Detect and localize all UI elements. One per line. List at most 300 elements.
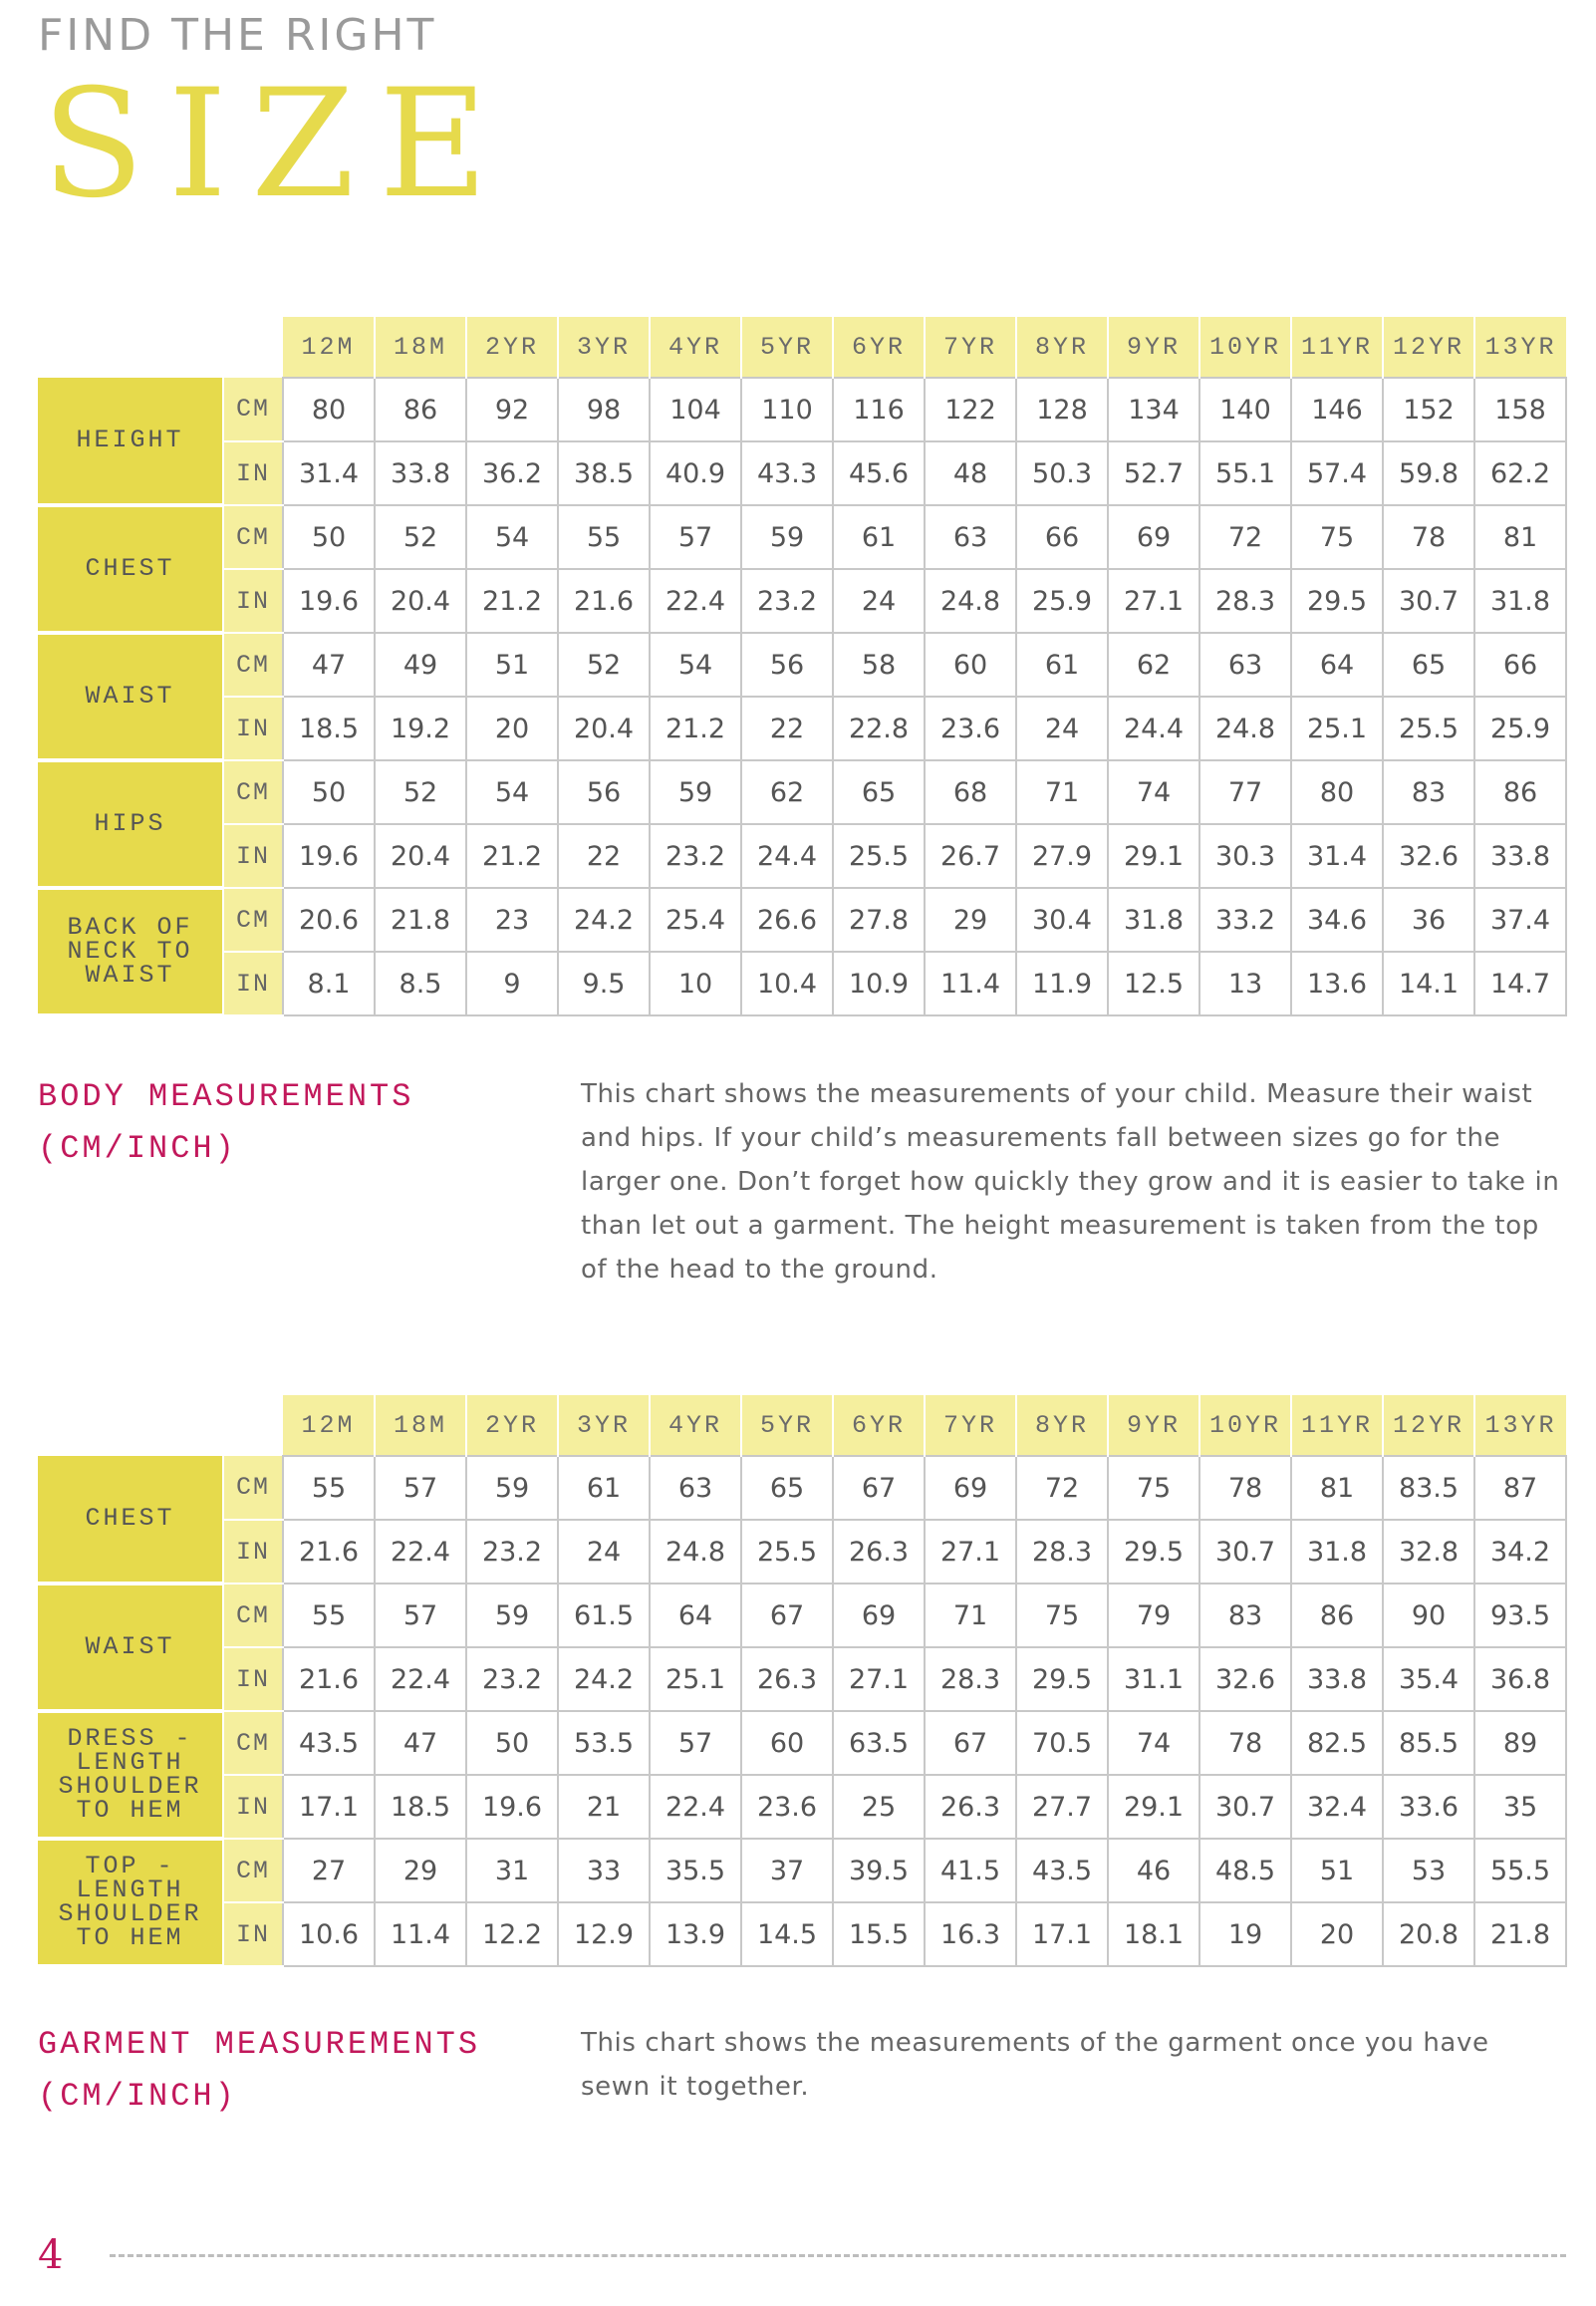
unit-label: CM bbox=[223, 378, 283, 441]
page-number: 4 bbox=[38, 2232, 64, 2278]
measurement-value: 56 bbox=[558, 760, 650, 824]
measurement-value: 21.8 bbox=[375, 888, 466, 952]
measurement-category: HIPS bbox=[38, 760, 223, 888]
size-header-cell: 6YR bbox=[833, 1395, 925, 1456]
size-header-cell: 3YR bbox=[558, 1395, 650, 1456]
measurement-value: 19.6 bbox=[283, 569, 375, 633]
measurement-value: 77 bbox=[1199, 760, 1291, 824]
measurement-value: 27.9 bbox=[1016, 824, 1108, 888]
measurement-row-cm bbox=[38, 378, 1566, 441]
measurement-value: 57 bbox=[375, 1456, 466, 1520]
measurement-value: 30.7 bbox=[1383, 569, 1474, 633]
size-header-cell: 10YR bbox=[1199, 317, 1291, 378]
measurement-value: 54 bbox=[466, 505, 558, 569]
measurement-value: 74 bbox=[1108, 1711, 1199, 1775]
measurement-value: 33.2 bbox=[1199, 888, 1291, 952]
measurement-value: 10.9 bbox=[833, 952, 925, 1015]
measurement-value: 14.7 bbox=[1474, 952, 1566, 1015]
measurement-value: 29 bbox=[925, 888, 1016, 952]
table-corner bbox=[38, 1395, 283, 1456]
size-header-row bbox=[38, 1395, 1566, 1456]
measurement-value: 12.2 bbox=[466, 1902, 558, 1966]
measurement-value: 92 bbox=[466, 378, 558, 441]
measurement-row-in bbox=[38, 1902, 1566, 1966]
page-kicker: FIND THE RIGHT bbox=[38, 10, 437, 61]
measurement-value: 38.5 bbox=[558, 441, 650, 505]
measurement-value: 51 bbox=[1291, 1839, 1383, 1902]
unit-label: CM bbox=[223, 1839, 283, 1902]
garment-measurements-table bbox=[38, 1395, 1567, 1968]
table-corner bbox=[38, 317, 283, 378]
measurement-value: 16.3 bbox=[925, 1902, 1016, 1966]
measurement-value: 24.8 bbox=[1199, 697, 1291, 760]
measurement-value: 50 bbox=[283, 505, 375, 569]
measurement-value: 36.2 bbox=[466, 441, 558, 505]
measurement-value: 9.5 bbox=[558, 952, 650, 1015]
measurement-value: 63 bbox=[1199, 633, 1291, 697]
garment-measurements-description: This chart shows the measurements of the garment once you have sewn it together. bbox=[581, 2028, 1489, 2102]
unit-label: CM bbox=[223, 505, 283, 569]
measurement-value: 83 bbox=[1199, 1584, 1291, 1647]
title-line: GARMENT MEASUREMENTS bbox=[38, 2026, 481, 2063]
measurement-value: 26.7 bbox=[925, 824, 1016, 888]
size-header-cell: 4YR bbox=[650, 1395, 741, 1456]
measurement-value: 69 bbox=[925, 1456, 1016, 1520]
measurement-value: 11.4 bbox=[925, 952, 1016, 1015]
measurement-value: 30.3 bbox=[1199, 824, 1291, 888]
unit-label: CM bbox=[223, 1584, 283, 1647]
measurement-value: 80 bbox=[1291, 760, 1383, 824]
measurement-value: 71 bbox=[925, 1584, 1016, 1647]
measurement-value: 11.4 bbox=[375, 1902, 466, 1966]
measurement-value: 23.2 bbox=[466, 1520, 558, 1584]
measurement-value: 122 bbox=[925, 378, 1016, 441]
measurement-value: 25.5 bbox=[833, 824, 925, 888]
measurement-value: 66 bbox=[1474, 633, 1566, 697]
measurement-value: 20 bbox=[466, 697, 558, 760]
measurement-value: 23.2 bbox=[466, 1647, 558, 1711]
measurement-value: 62 bbox=[741, 760, 833, 824]
measurement-value: 67 bbox=[925, 1711, 1016, 1775]
measurement-value: 50.3 bbox=[1016, 441, 1108, 505]
measurement-value: 19.6 bbox=[283, 824, 375, 888]
size-header-row bbox=[38, 317, 1566, 378]
measurement-value: 25.9 bbox=[1016, 569, 1108, 633]
measurement-value: 29.1 bbox=[1108, 824, 1199, 888]
size-header-cell: 6YR bbox=[833, 317, 925, 378]
measurement-value: 19 bbox=[1199, 1902, 1291, 1966]
unit-label: CM bbox=[223, 633, 283, 697]
measurement-value: 14.1 bbox=[1383, 952, 1474, 1015]
measurement-value: 26.6 bbox=[741, 888, 833, 952]
size-header-cell: 2YR bbox=[466, 317, 558, 378]
body-measurements-table bbox=[38, 317, 1567, 1017]
measurement-value: 18.5 bbox=[375, 1775, 466, 1839]
measurement-value: 59 bbox=[466, 1584, 558, 1647]
measurement-value: 86 bbox=[1474, 760, 1566, 824]
measurement-value: 61.5 bbox=[558, 1584, 650, 1647]
measurement-value: 79 bbox=[1108, 1584, 1199, 1647]
measurement-value: 30.7 bbox=[1199, 1520, 1291, 1584]
measurement-value: 86 bbox=[375, 378, 466, 441]
measurement-value: 14.5 bbox=[741, 1902, 833, 1966]
measurement-value: 13.9 bbox=[650, 1902, 741, 1966]
measurement-value: 11.9 bbox=[1016, 952, 1108, 1015]
measurement-value: 25.5 bbox=[1383, 697, 1474, 760]
unit-label: CM bbox=[223, 888, 283, 952]
measurement-value: 64 bbox=[1291, 633, 1383, 697]
unit-label: CM bbox=[223, 1711, 283, 1775]
measurement-value: 47 bbox=[375, 1711, 466, 1775]
measurement-value: 47 bbox=[283, 633, 375, 697]
title-line: BODY MEASUREMENTS bbox=[38, 1078, 414, 1115]
size-header-cell: 3YR bbox=[558, 317, 650, 378]
unit-label: IN bbox=[223, 697, 283, 760]
measurement-value: 27.8 bbox=[833, 888, 925, 952]
measurement-value: 83 bbox=[1383, 760, 1474, 824]
measurement-value: 17.1 bbox=[283, 1775, 375, 1839]
measurement-value: 9 bbox=[466, 952, 558, 1015]
measurement-value: 67 bbox=[833, 1456, 925, 1520]
measurement-value: 152 bbox=[1383, 378, 1474, 441]
measurement-value: 146 bbox=[1291, 378, 1383, 441]
measurement-value: 23.2 bbox=[650, 824, 741, 888]
measurement-row-cm bbox=[38, 888, 1566, 952]
measurement-value: 78 bbox=[1199, 1456, 1291, 1520]
measurement-value: 25.9 bbox=[1474, 697, 1566, 760]
measurement-row-cm bbox=[38, 1584, 1566, 1647]
measurement-value: 22.4 bbox=[650, 1775, 741, 1839]
measurement-value: 57.4 bbox=[1291, 441, 1383, 505]
measurement-value: 39.5 bbox=[833, 1839, 925, 1902]
measurement-value: 23.2 bbox=[741, 569, 833, 633]
measurement-value: 72 bbox=[1199, 505, 1291, 569]
measurement-value: 65 bbox=[833, 760, 925, 824]
measurement-value: 19.6 bbox=[466, 1775, 558, 1839]
measurement-value: 68 bbox=[925, 760, 1016, 824]
measurement-value: 53.5 bbox=[558, 1711, 650, 1775]
measurement-value: 28.3 bbox=[1199, 569, 1291, 633]
measurement-value: 140 bbox=[1199, 378, 1291, 441]
measurement-category: HEIGHT bbox=[38, 378, 223, 505]
measurement-value: 24 bbox=[558, 1520, 650, 1584]
measurement-row-in bbox=[38, 952, 1566, 1015]
measurement-value: 65 bbox=[1383, 633, 1474, 697]
measurement-value: 93.5 bbox=[1474, 1584, 1566, 1647]
measurement-value: 61 bbox=[558, 1456, 650, 1520]
measurement-value: 80 bbox=[283, 378, 375, 441]
measurement-row-cm bbox=[38, 1456, 1566, 1520]
measurement-value: 34.2 bbox=[1474, 1520, 1566, 1584]
measurement-value: 41.5 bbox=[925, 1839, 1016, 1902]
measurement-value: 59 bbox=[741, 505, 833, 569]
unit-label: IN bbox=[223, 441, 283, 505]
measurement-value: 116 bbox=[833, 378, 925, 441]
measurement-value: 66 bbox=[1016, 505, 1108, 569]
unit-label: IN bbox=[223, 1647, 283, 1711]
measurement-value: 69 bbox=[1108, 505, 1199, 569]
measurement-value: 63.5 bbox=[833, 1711, 925, 1775]
unit-label: IN bbox=[223, 1775, 283, 1839]
measurement-value: 55 bbox=[283, 1584, 375, 1647]
measurement-value: 53 bbox=[1383, 1839, 1474, 1902]
size-header-cell: 11YR bbox=[1291, 317, 1383, 378]
measurement-value: 58 bbox=[833, 633, 925, 697]
measurement-value: 60 bbox=[741, 1711, 833, 1775]
measurement-row-in bbox=[38, 1647, 1566, 1711]
measurement-value: 55 bbox=[283, 1456, 375, 1520]
measurement-value: 13 bbox=[1199, 952, 1291, 1015]
measurement-value: 59 bbox=[466, 1456, 558, 1520]
measurement-value: 32.6 bbox=[1383, 824, 1474, 888]
measurement-category: DRESS - LENGTH SHOULDER TO HEM bbox=[38, 1711, 223, 1839]
measurement-value: 61 bbox=[1016, 633, 1108, 697]
measurement-value: 24.2 bbox=[558, 888, 650, 952]
measurement-value: 134 bbox=[1108, 378, 1199, 441]
measurement-value: 57 bbox=[650, 505, 741, 569]
measurement-row-in bbox=[38, 697, 1566, 760]
measurement-value: 10 bbox=[650, 952, 741, 1015]
measurement-value: 20.6 bbox=[283, 888, 375, 952]
measurement-value: 62 bbox=[1108, 633, 1199, 697]
measurement-value: 56 bbox=[741, 633, 833, 697]
measurement-value: 43.3 bbox=[741, 441, 833, 505]
size-header-cell: 18M bbox=[375, 1395, 466, 1456]
measurement-value: 29 bbox=[375, 1839, 466, 1902]
size-header-cell: 12YR bbox=[1383, 1395, 1474, 1456]
size-header-cell: 5YR bbox=[741, 317, 833, 378]
measurement-value: 43.5 bbox=[283, 1711, 375, 1775]
measurement-value: 37.4 bbox=[1474, 888, 1566, 952]
measurement-value: 28.3 bbox=[925, 1647, 1016, 1711]
measurement-category: TOP - LENGTH SHOULDER TO HEM bbox=[38, 1839, 223, 1966]
measurement-value: 30.7 bbox=[1199, 1775, 1291, 1839]
measurement-value: 74 bbox=[1108, 760, 1199, 824]
size-header-cell: 9YR bbox=[1108, 317, 1199, 378]
measurement-value: 158 bbox=[1474, 378, 1566, 441]
measurement-value: 52.7 bbox=[1108, 441, 1199, 505]
measurement-value: 27.7 bbox=[1016, 1775, 1108, 1839]
measurement-value: 24.4 bbox=[1108, 697, 1199, 760]
measurement-value: 21 bbox=[558, 1775, 650, 1839]
measurement-value: 23.6 bbox=[925, 697, 1016, 760]
measurement-value: 55.5 bbox=[1474, 1839, 1566, 1902]
page-title: SIZE bbox=[42, 58, 512, 231]
measurement-value: 70.5 bbox=[1016, 1711, 1108, 1775]
measurement-value: 45.6 bbox=[833, 441, 925, 505]
measurement-value: 33.8 bbox=[1291, 1647, 1383, 1711]
measurement-value: 54 bbox=[466, 760, 558, 824]
measurement-row-cm bbox=[38, 1711, 1566, 1775]
measurement-value: 31 bbox=[466, 1839, 558, 1902]
measurement-value: 34.6 bbox=[1291, 888, 1383, 952]
measurement-value: 29.5 bbox=[1016, 1647, 1108, 1711]
unit-label: IN bbox=[223, 824, 283, 888]
measurement-value: 78 bbox=[1383, 505, 1474, 569]
measurement-value: 29.5 bbox=[1108, 1520, 1199, 1584]
size-header-cell: 13YR bbox=[1474, 317, 1566, 378]
measurement-value: 75 bbox=[1291, 505, 1383, 569]
measurement-value: 87 bbox=[1474, 1456, 1566, 1520]
measurement-value: 29.5 bbox=[1291, 569, 1383, 633]
measurement-value: 10.4 bbox=[741, 952, 833, 1015]
measurement-value: 22 bbox=[558, 824, 650, 888]
title-line: (CM/INCH) bbox=[38, 2078, 237, 2115]
measurement-value: 89 bbox=[1474, 1711, 1566, 1775]
measurement-value: 19.2 bbox=[375, 697, 466, 760]
measurement-row-in bbox=[38, 569, 1566, 633]
measurement-value: 25.5 bbox=[741, 1520, 833, 1584]
measurement-value: 32.6 bbox=[1199, 1647, 1291, 1711]
garment-measurements-title bbox=[38, 2019, 480, 2123]
measurement-value: 90 bbox=[1383, 1584, 1474, 1647]
measurement-value: 71 bbox=[1016, 760, 1108, 824]
measurement-value: 27.1 bbox=[1108, 569, 1199, 633]
measurement-value: 12.5 bbox=[1108, 952, 1199, 1015]
measurement-value: 48 bbox=[925, 441, 1016, 505]
measurement-value: 72 bbox=[1016, 1456, 1108, 1520]
measurement-value: 22.4 bbox=[650, 569, 741, 633]
size-header-cell: 11YR bbox=[1291, 1395, 1383, 1456]
measurement-row-cm bbox=[38, 505, 1566, 569]
footer-divider bbox=[110, 2254, 1566, 2257]
measurement-value: 24.8 bbox=[650, 1520, 741, 1584]
size-header-cell: 13YR bbox=[1474, 1395, 1566, 1456]
measurement-category: BACK OF NECK TO WAIST bbox=[38, 888, 223, 1015]
measurement-value: 40.9 bbox=[650, 441, 741, 505]
measurement-value: 63 bbox=[925, 505, 1016, 569]
measurement-value: 20.8 bbox=[1383, 1902, 1474, 1966]
title-line: (CM/INCH) bbox=[38, 1130, 237, 1167]
measurement-category: CHEST bbox=[38, 505, 223, 633]
measurement-value: 75 bbox=[1108, 1456, 1199, 1520]
measurement-value: 65 bbox=[741, 1456, 833, 1520]
size-header-cell: 12M bbox=[283, 317, 375, 378]
measurement-value: 22 bbox=[741, 697, 833, 760]
measurement-row-cm bbox=[38, 633, 1566, 697]
measurement-row-in bbox=[38, 1520, 1566, 1584]
measurement-value: 25.4 bbox=[650, 888, 741, 952]
measurement-row-cm bbox=[38, 760, 1566, 824]
measurement-value: 10.6 bbox=[283, 1902, 375, 1966]
measurement-value: 13.6 bbox=[1291, 952, 1383, 1015]
measurement-value: 18.1 bbox=[1108, 1902, 1199, 1966]
measurement-value: 104 bbox=[650, 378, 741, 441]
measurement-value: 27.1 bbox=[833, 1647, 925, 1711]
measurement-category: WAIST bbox=[38, 1584, 223, 1711]
size-header-cell: 7YR bbox=[925, 1395, 1016, 1456]
measurement-value: 20 bbox=[1291, 1902, 1383, 1966]
size-header-cell: 5YR bbox=[741, 1395, 833, 1456]
unit-label: CM bbox=[223, 760, 283, 824]
measurement-value: 26.3 bbox=[833, 1520, 925, 1584]
measurement-value: 52 bbox=[375, 760, 466, 824]
measurement-value: 24.8 bbox=[925, 569, 1016, 633]
measurement-value: 25.1 bbox=[650, 1647, 741, 1711]
measurement-value: 57 bbox=[375, 1584, 466, 1647]
measurement-value: 30.4 bbox=[1016, 888, 1108, 952]
measurement-value: 27.1 bbox=[925, 1520, 1016, 1584]
measurement-value: 21.6 bbox=[558, 569, 650, 633]
unit-label: IN bbox=[223, 1902, 283, 1966]
measurement-value: 29.1 bbox=[1108, 1775, 1199, 1839]
measurement-value: 43.5 bbox=[1016, 1839, 1108, 1902]
unit-label: IN bbox=[223, 1520, 283, 1584]
measurement-value: 59 bbox=[650, 760, 741, 824]
measurement-value: 81 bbox=[1291, 1456, 1383, 1520]
measurement-value: 69 bbox=[833, 1584, 925, 1647]
measurement-value: 37 bbox=[741, 1839, 833, 1902]
measurement-value: 110 bbox=[741, 378, 833, 441]
measurement-value: 18.5 bbox=[283, 697, 375, 760]
size-header-cell: 4YR bbox=[650, 317, 741, 378]
size-header-cell: 8YR bbox=[1016, 1395, 1108, 1456]
measurement-value: 22.8 bbox=[833, 697, 925, 760]
measurement-value: 59.8 bbox=[1383, 441, 1474, 505]
measurement-value: 55.1 bbox=[1199, 441, 1291, 505]
measurement-value: 51 bbox=[466, 633, 558, 697]
measurement-value: 21.6 bbox=[283, 1520, 375, 1584]
measurement-value: 52 bbox=[375, 505, 466, 569]
measurement-value: 20.4 bbox=[375, 824, 466, 888]
measurement-value: 67 bbox=[741, 1584, 833, 1647]
measurement-value: 35.5 bbox=[650, 1839, 741, 1902]
measurement-value: 98 bbox=[558, 378, 650, 441]
size-header-cell: 18M bbox=[375, 317, 466, 378]
measurement-row-in bbox=[38, 441, 1566, 505]
size-header-cell: 12YR bbox=[1383, 317, 1474, 378]
size-header-cell: 7YR bbox=[925, 317, 1016, 378]
measurement-value: 36 bbox=[1383, 888, 1474, 952]
measurement-value: 50 bbox=[283, 760, 375, 824]
measurement-value: 21.2 bbox=[466, 569, 558, 633]
measurement-value: 35 bbox=[1474, 1775, 1566, 1839]
measurement-value: 85.5 bbox=[1383, 1711, 1474, 1775]
measurement-value: 8.1 bbox=[283, 952, 375, 1015]
unit-label: IN bbox=[223, 569, 283, 633]
measurement-value: 50 bbox=[466, 1711, 558, 1775]
body-measurements-title bbox=[38, 1071, 413, 1175]
measurement-value: 31.4 bbox=[1291, 824, 1383, 888]
measurement-value: 31.8 bbox=[1108, 888, 1199, 952]
measurement-value: 64 bbox=[650, 1584, 741, 1647]
measurement-value: 33 bbox=[558, 1839, 650, 1902]
measurement-value: 25 bbox=[833, 1775, 925, 1839]
measurement-value: 83.5 bbox=[1383, 1456, 1474, 1520]
size-header-cell: 9YR bbox=[1108, 1395, 1199, 1456]
measurement-value: 61 bbox=[833, 505, 925, 569]
measurement-value: 22.4 bbox=[375, 1520, 466, 1584]
measurement-value: 22.4 bbox=[375, 1647, 466, 1711]
measurement-value: 15.5 bbox=[833, 1902, 925, 1966]
measurement-value: 54 bbox=[650, 633, 741, 697]
measurement-row-in bbox=[38, 824, 1566, 888]
measurement-value: 27 bbox=[283, 1839, 375, 1902]
measurement-value: 23 bbox=[466, 888, 558, 952]
measurement-value: 20.4 bbox=[375, 569, 466, 633]
measurement-value: 17.1 bbox=[1016, 1902, 1108, 1966]
measurement-row-cm bbox=[38, 1839, 1566, 1902]
measurement-value: 55 bbox=[558, 505, 650, 569]
measurement-value: 78 bbox=[1199, 1711, 1291, 1775]
measurement-value: 57 bbox=[650, 1711, 741, 1775]
measurement-value: 32.8 bbox=[1383, 1520, 1474, 1584]
body-measurements-description: This chart shows the measurements of your child. Measure their waist and hips. If your child’s measurements fall between sizes go for the larger one. Don’t forget how quickly they grow and it is easier to take in than let out a garment. The height measurement is taken from the top of the head to the ground. bbox=[581, 1079, 1560, 1285]
measurement-value: 24.2 bbox=[558, 1647, 650, 1711]
measurement-value: 21.6 bbox=[283, 1647, 375, 1711]
measurement-value: 33.8 bbox=[375, 441, 466, 505]
measurement-value: 48.5 bbox=[1199, 1839, 1291, 1902]
